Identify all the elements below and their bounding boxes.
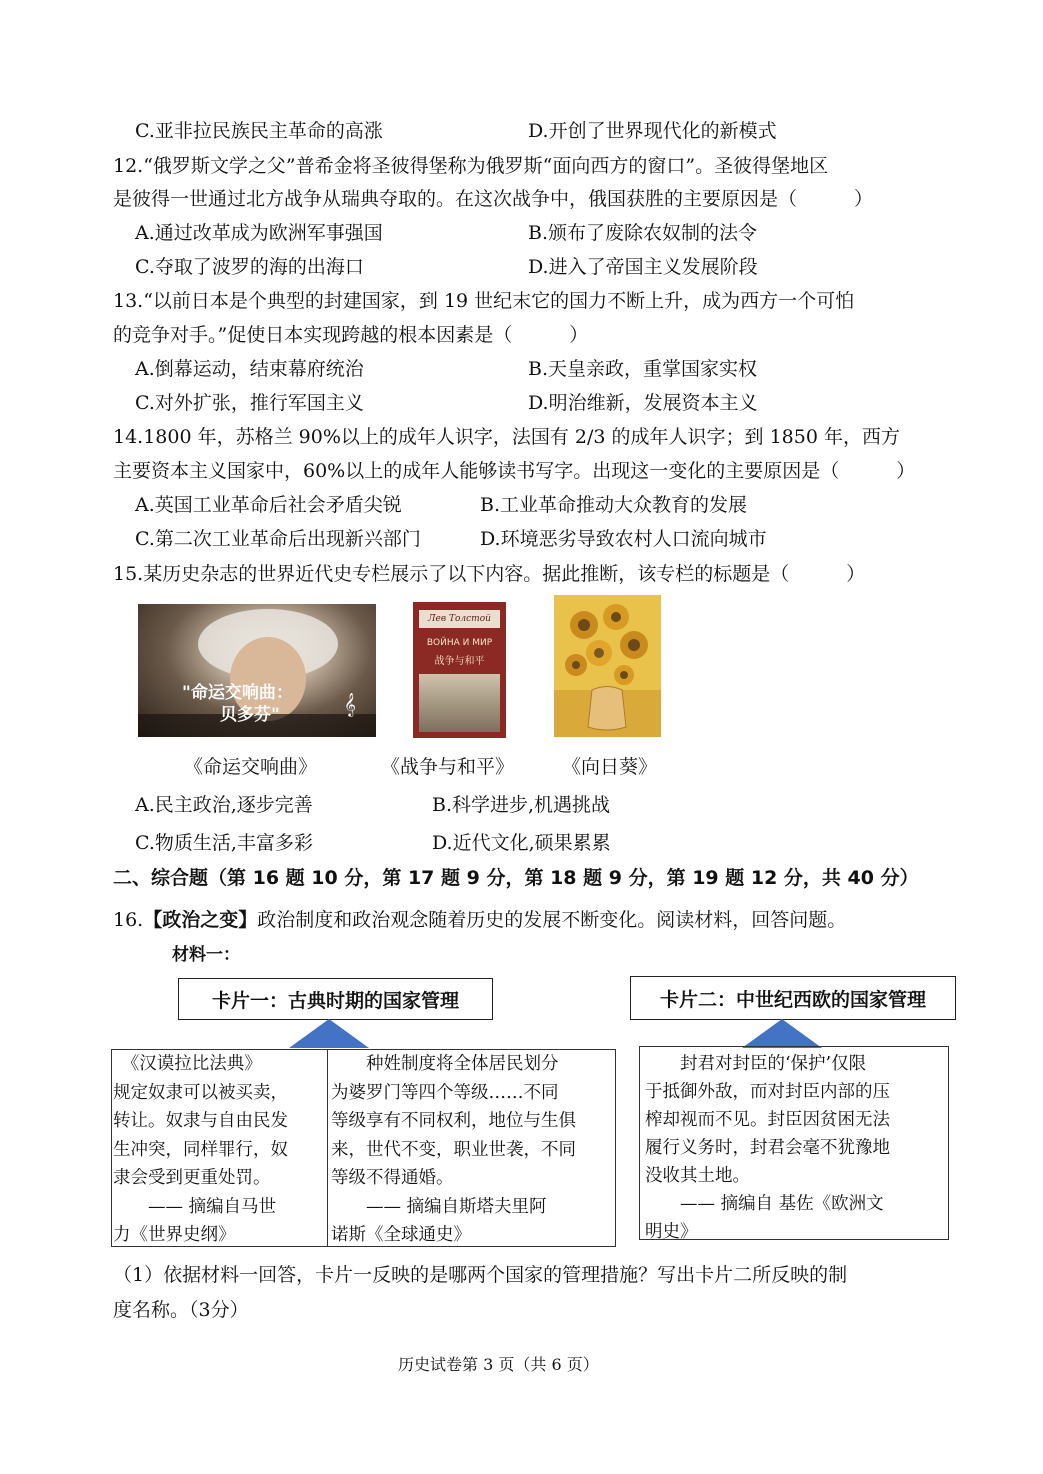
q12-option-d: D.进入了帝国主义发展阶段 [528, 256, 758, 278]
card-text-line: 于抵御外敌，而对封臣内部的压 [645, 1082, 890, 1102]
q15-option-b: B.科学进步,机遇挑战 [432, 794, 611, 816]
beethoven-caption-1: "命运交响曲： [182, 683, 293, 703]
material-one-label: 材料一： [172, 945, 240, 965]
card-one-right-text [331, 1050, 615, 1250]
q11-option-c: C.亚非拉民族民主革命的高涨 [135, 120, 383, 142]
card-text-line: 隶会受到更重处罚。 [113, 1168, 271, 1188]
q13-stem-line2: 的竞争对手。”促使日本实现跨越的根本因素是（ ） [113, 324, 589, 346]
book-author-label: Лев Толстой [419, 610, 500, 628]
beethoven-caption-2: 贝多芬" [220, 705, 280, 725]
q16-sub1-line2: 度名称。（3分） [113, 1299, 249, 1321]
q16-tag: 【政治之变】 [143, 909, 258, 931]
treble-clef-icon: 𝄞 [344, 692, 356, 716]
card-text-line: 没收其土地。 [645, 1166, 750, 1186]
card-one-divider [327, 1049, 328, 1247]
caption-war-and-peace: 《战争与和平》 [381, 756, 515, 778]
beethoven-image [138, 604, 376, 737]
card-text-line: 榨却视而不见。封臣因贫困无法 [645, 1110, 890, 1130]
card-text-line: 来，世代不变，职业世袭，不同 [331, 1139, 576, 1160]
card-text-line: —— 摘编自 基佐《欧洲文 [645, 1194, 884, 1214]
card-text-line: —— 摘编自斯塔夫里阿 [331, 1196, 547, 1217]
card-text-line: 力《世界史纲》 [113, 1225, 236, 1245]
section-two-heading: 二、综合题（第 16 题 10 分，第 17 题 9 分，第 18 题 9 分，第 19 题 12 分，共 40 分） [113, 867, 919, 889]
card-text-line: 诺斯《全球通史》 [331, 1225, 471, 1245]
q16-number: 16. [113, 909, 144, 931]
q15-option-c: C.物质生活,丰富多彩 [135, 832, 313, 854]
card-text-line: 规定奴隶可以被买卖， [113, 1082, 288, 1103]
book-title-chinese: 战争与和平 [434, 656, 485, 667]
card-one-title: 卡片一：古典时期的国家管理 [178, 978, 493, 1020]
card-text-line: —— 摘编自马世 [113, 1196, 277, 1217]
q13-option-b: B.天皇亲政，重掌国家实权 [528, 358, 758, 380]
card-text-line: 《汉谟拉比法典》 [113, 1054, 262, 1074]
q13-option-c: C.对外扩张，推行军国主义 [135, 392, 364, 414]
card-text-line: 履行义务时，封君会毫不犹豫地 [645, 1138, 890, 1158]
q14-option-c: C.第二次工业革命后出现新兴部门 [135, 528, 421, 550]
q13-option-d: D.明治维新，发展资本主义 [528, 392, 758, 414]
q13-option-a: A.倒幕运动，结束幕府统治 [135, 358, 364, 380]
q14-option-b: B.工业革命推动大众教育的发展 [480, 494, 748, 516]
q15-option-a: A.民主政治,逐步完善 [135, 794, 313, 816]
q13-stem-line1: 13.“以前日本是个典型的封建国家，到 19 世纪末它的国力不断上升，成为西方一个可怕 [113, 290, 855, 312]
card-two-text [645, 1050, 945, 1246]
sunflowers-painting [554, 595, 661, 737]
page-footer: 历史试卷第 3 页（共 6 页） [398, 1355, 599, 1374]
book-title-russian: ВОЙНА И МИР [426, 638, 493, 648]
q14-stem-line2: 主要资本主义国家中，60%以上的成年人能够读书写字。出现这一变化的主要原因是（ ） [113, 460, 916, 482]
card-text-line: 等级享有不同权利，地位与生俱 [331, 1111, 576, 1131]
card-one-left-text [113, 1050, 325, 1250]
tolstoy-portrait [419, 674, 500, 732]
q14-option-a: A.英国工业革命后社会矛盾尖锐 [135, 494, 402, 516]
war-and-peace-cover [413, 602, 506, 738]
card-text-line: 转让。奴隶与自由民发 [113, 1111, 288, 1131]
q16-sub1-line1: （1）依据材料一回答，卡片一反映的是哪两个国家的管理措施？写出卡片二所反映的制 [113, 1264, 848, 1286]
card-text-line: 等级不得通婚。 [331, 1168, 454, 1188]
q12-option-a: A.通过改革成为欧洲军事强国 [135, 222, 383, 244]
card-text-line: 种姓制度将全体居民划分 [331, 1054, 559, 1074]
q14-stem-line1: 14.1800 年，苏格兰 90%以上的成年人识字，法国有 2/3 的成年人识字；到 1850 年，西方 [113, 426, 900, 448]
q11-option-d: D.开创了世界现代化的新模式 [528, 120, 777, 142]
card-text-line: 封君对封臣的‘保护’仅限 [645, 1054, 867, 1074]
q12-stem-line2: 是彼得一世通过北方战争从瑞典夺取的。在这次战争中，俄国获胜的主要原因是（ ） [113, 188, 874, 210]
caption-sunflowers: 《向日葵》 [562, 756, 658, 778]
card-text-line: 明史》 [645, 1222, 698, 1242]
q12-option-b: B.颁布了废除农奴制的法令 [528, 222, 758, 244]
card-text-line: 为婆罗门等四个等级……不同 [331, 1082, 559, 1103]
q12-option-c: C.夺取了波罗的海的出海口 [135, 256, 364, 278]
q14-option-d: D.环境恶劣导致农村人口流向城市 [480, 528, 767, 550]
q12-stem-line1: 12.“俄罗斯文学之父”普希金将圣彼得堡称为俄罗斯“面向西方的窗口”。圣彼得堡地区 [113, 155, 829, 177]
q16-intro [113, 907, 846, 933]
caption-symphony: 《命运交响曲》 [184, 756, 318, 778]
card-one-pointer [287, 1018, 371, 1049]
card-two-title: 卡片二：中世纪西欧的国家管理 [630, 976, 956, 1020]
q15-stem: 15.某历史杂志的世界近代史专栏展示了以下内容。据此推断，该专栏的标题是（ ） [113, 563, 866, 585]
q16-intro-text: 政治制度和政治观念随着历史的发展不断变化。阅读材料，回答问题。 [257, 909, 847, 931]
card-text-line: 生冲突，同样罪行，奴 [113, 1139, 288, 1160]
q15-option-d: D.近代文化,硕果累累 [432, 832, 611, 854]
card-two-pointer [740, 1018, 824, 1049]
